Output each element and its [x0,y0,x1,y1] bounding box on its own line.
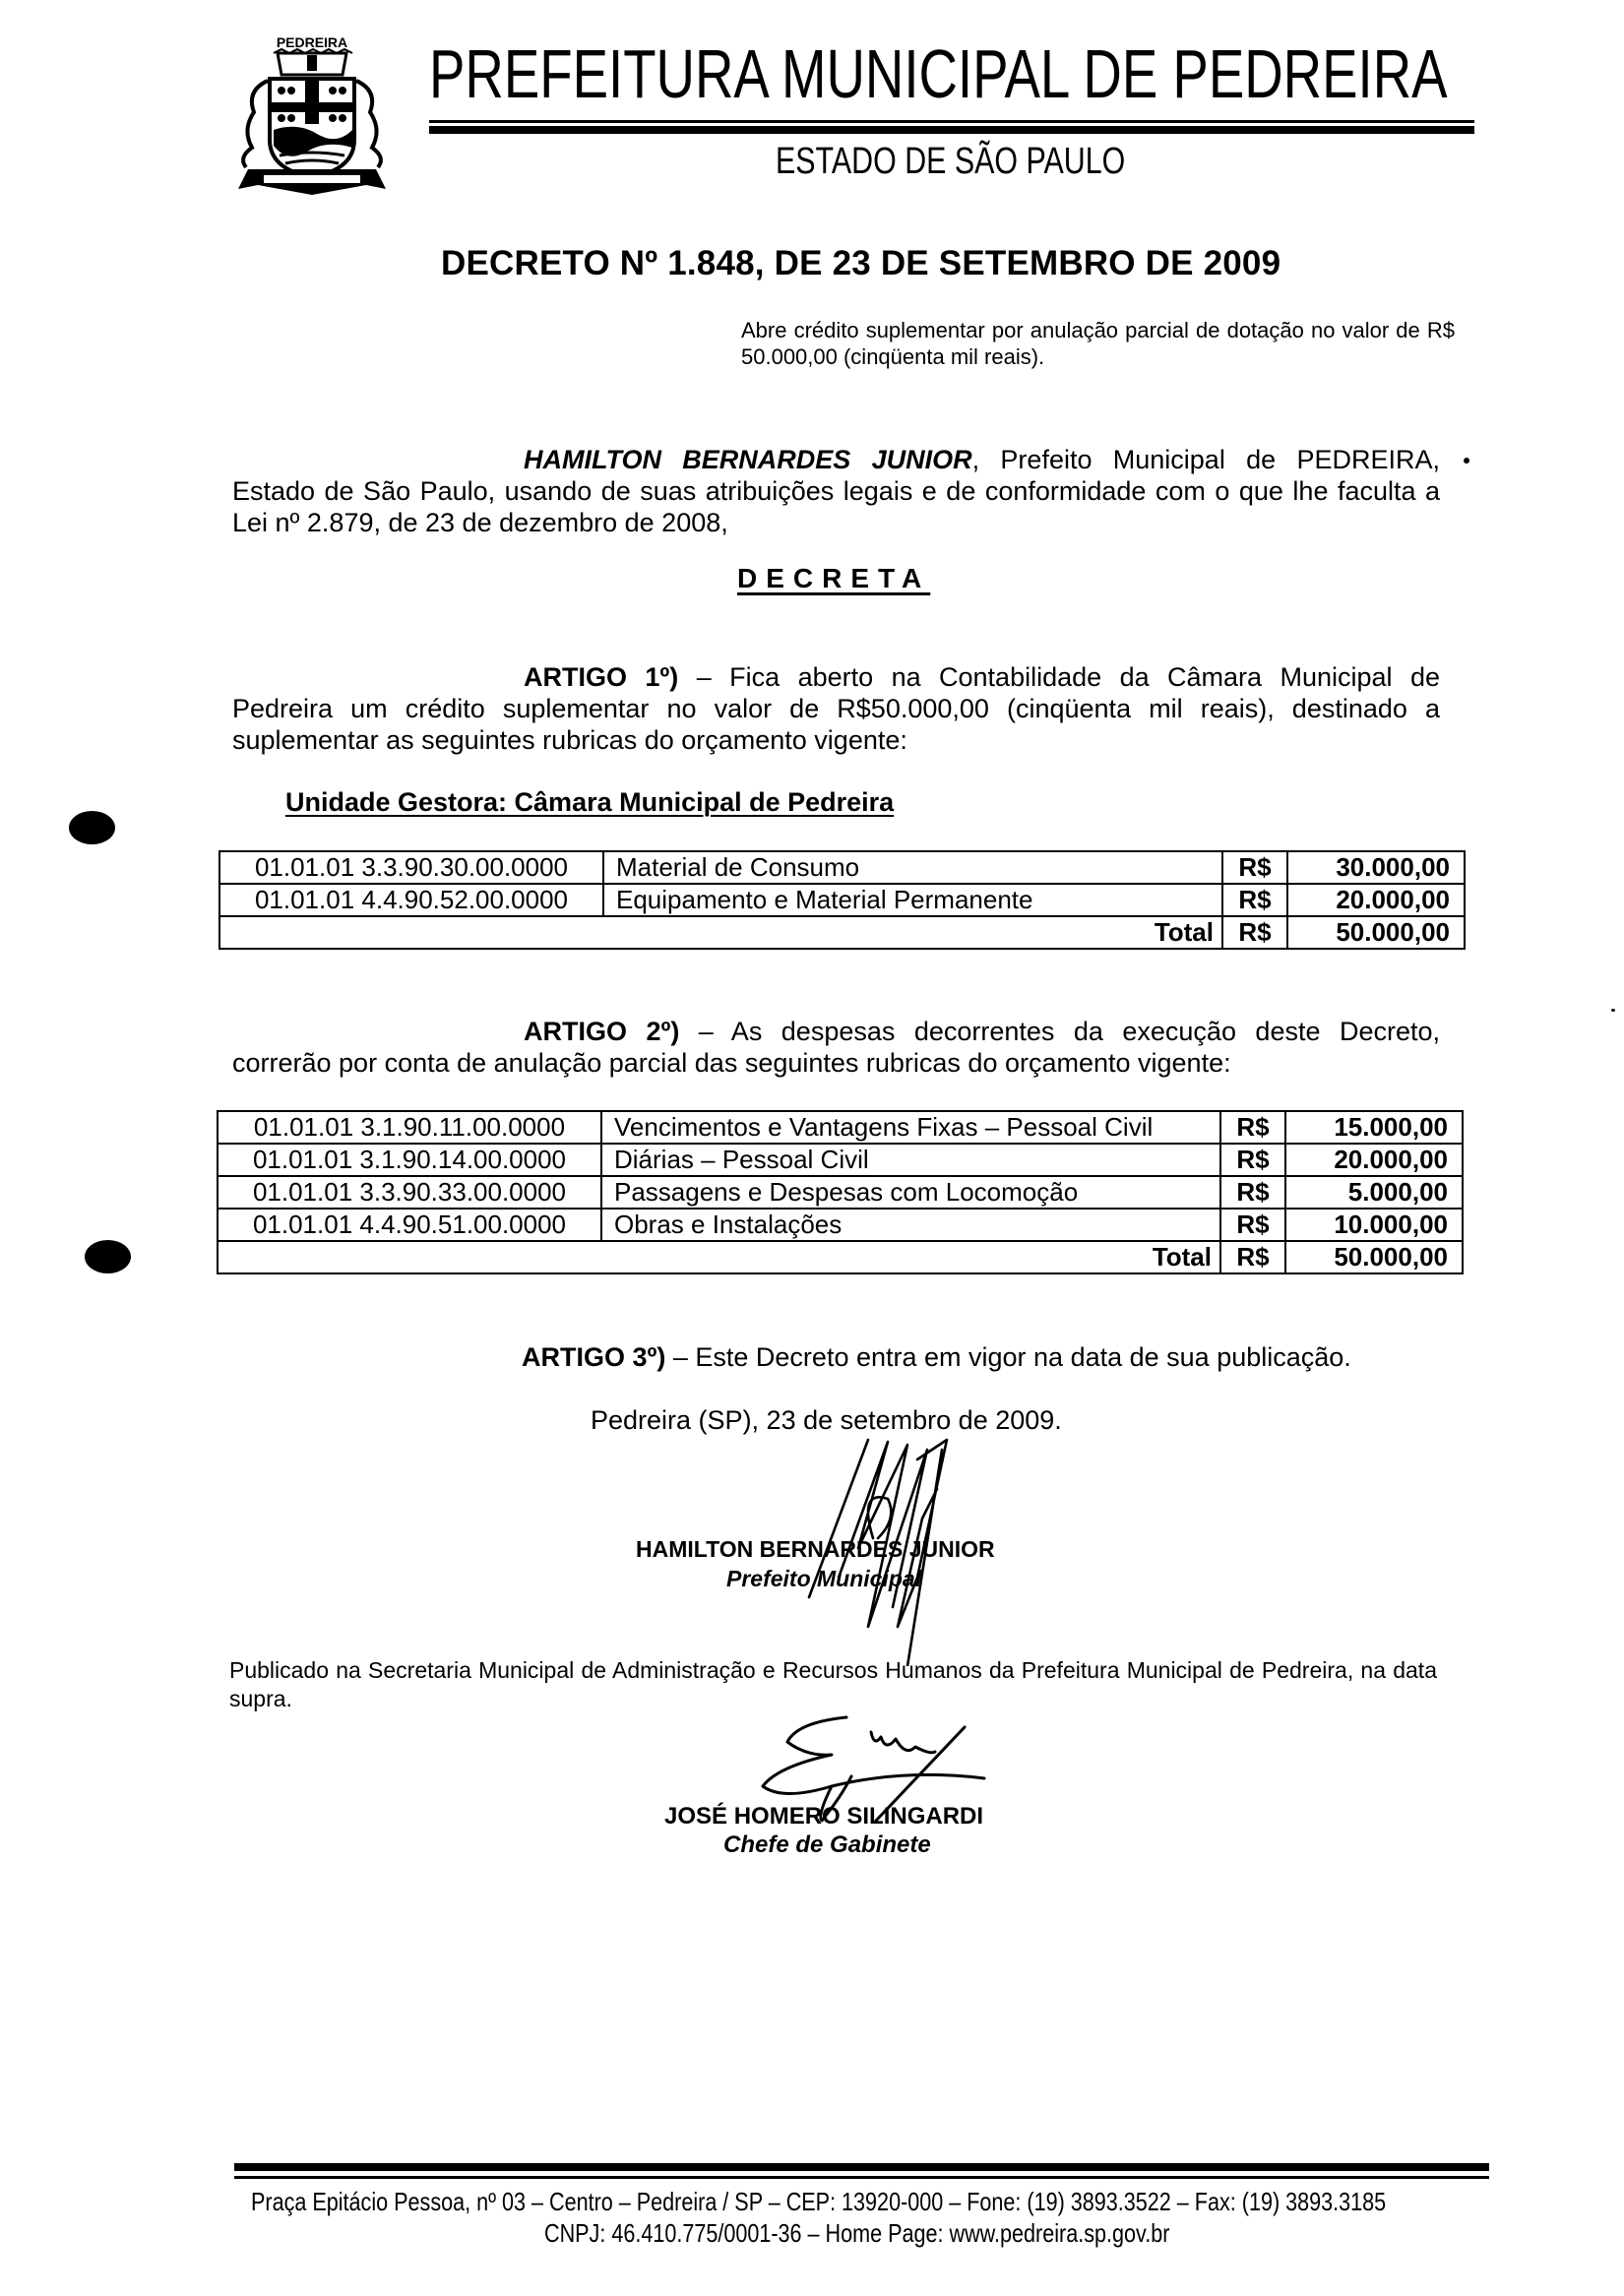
mayor-name: HAMILTON BERNARDES JUNIOR [636,1536,995,1562]
table-row [219,884,1465,916]
scan-speck [1464,458,1469,464]
currency: R$ [1220,1209,1285,1241]
total-label: Total [219,916,1222,949]
preamble-text: , Prefeito Municipal de PEDREIRA, Estado de São Paulo, usando de suas atribuições legais e de conformidade com o que lhe faculta a Lei nº 2.879, de 23 de dezembro de 2008, [232,445,1440,537]
currency: R$ [1220,1176,1285,1209]
account-description: Vencimentos e Vantagens Fixas – Pessoal Civil [601,1111,1220,1144]
place-date: Pedreira (SP), 23 de setembro de 2009. [591,1405,1062,1435]
table-row [218,1176,1463,1209]
mayor-signature-icon [799,1430,967,1666]
amount: 30.000,00 [1287,851,1465,884]
header-rule-thin [429,120,1474,123]
preamble-paragraph [232,444,1440,538]
account-code: 01.01.01 4.4.90.51.00.0000 [218,1209,601,1241]
chief-name: JOSÉ HOMERO SILINGARDI [664,1803,984,1830]
punch-hole [85,1240,131,1273]
table-row [218,1111,1463,1144]
municipality-title: PREFEITURA MUNICIPAL DE PEDREIRA [429,35,1448,112]
municipal-crest [228,31,396,199]
account-description: Diárias – Pessoal Civil [601,1144,1220,1176]
total-amount: 50.000,00 [1287,916,1465,949]
preamble-name: HAMILTON BERNARDES JUNIOR [524,445,972,474]
amount: 10.000,00 [1285,1209,1463,1241]
footer-rule-thick [234,2163,1489,2171]
article-2-label: ARTIGO 2º) [524,1017,680,1046]
table-row [218,1209,1463,1241]
article-2-text: – As despesas decorrentes da execução deste Decreto, correrão por conta de anulação parcial das seguintes rubricas do orçamento vigente: [232,1017,1440,1078]
scan-speck [1611,1009,1615,1012]
supplement-table [219,850,1466,950]
managing-unit-heading: Unidade Gestora: Câmara Municipal de Pedreira [285,787,895,817]
currency: R$ [1222,851,1287,884]
account-description: Obras e Instalações [601,1209,1220,1241]
amount: 20.000,00 [1287,884,1465,916]
amount: 15.000,00 [1285,1111,1463,1144]
currency: R$ [1222,916,1287,949]
article-1-label: ARTIGO 1º) [524,662,679,692]
decree-summary: Abre crédito suplementar por anulação parcial de dotação no valor de R$ 50.000,00 (cinqüenta mil reais). [741,318,1455,369]
article-3-label: ARTIGO 3º) [522,1342,666,1372]
account-code: 01.01.01 4.4.90.52.00.0000 [219,884,603,916]
footer-cnpj-homepage: CNPJ: 46.410.775/0001-36 – Home Page: www.pedreira.sp.gov.br [544,2218,1170,2248]
article-1 [232,661,1440,756]
account-description: Equipamento e Material Permanente [603,884,1222,916]
total-amount: 50.000,00 [1285,1241,1463,1273]
currency: R$ [1220,1144,1285,1176]
account-code: 01.01.01 3.1.90.14.00.0000 [218,1144,601,1176]
article-3 [522,1341,1351,1373]
account-description: Passagens e Despesas com Locomoção [601,1176,1220,1209]
annulment-table [217,1110,1464,1274]
total-label: Total [218,1241,1220,1273]
account-code: 01.01.01 3.3.90.33.00.0000 [218,1176,601,1209]
decreta-heading: DECRETA [737,563,931,593]
crest-label: PEDREIRA [276,34,348,50]
currency: R$ [1220,1241,1285,1273]
header-rule-thick [429,126,1474,134]
crest-icon [228,31,396,199]
state-subtitle: ESTADO DE SÃO PAULO [776,141,1126,182]
table-total-row [219,916,1465,949]
publication-note: Publicado na Secretaria Municipal de Administração e Recursos Humanos da Prefeitura Municipal de Pedreira, na data supra. [229,1657,1437,1711]
account-code: 01.01.01 3.3.90.30.00.0000 [219,851,603,884]
article-2 [232,1016,1440,1079]
footer-address: Praça Epitácio Pessoa, nº 03 – Centro – Pedreira / SP – CEP: 13920-000 – Fone: (19) 3893.3522 – Fax: (19) 3893.3185 [251,2187,1387,2216]
table-row [219,851,1465,884]
amount: 20.000,00 [1285,1144,1463,1176]
table-row [218,1144,1463,1176]
punch-hole [69,811,115,844]
table-total-row [218,1241,1463,1273]
chief-role: Chefe de Gabinete [723,1831,931,1858]
decree-title: DECRETO Nº 1.848, DE 23 DE SETEMBRO DE 2009 [441,244,1281,282]
mayor-role: Prefeito Municipal [726,1566,922,1591]
article-3-text: – Este Decreto entra em vigor na data de sua publicação. [665,1342,1351,1372]
amount: 5.000,00 [1285,1176,1463,1209]
account-code: 01.01.01 3.1.90.11.00.0000 [218,1111,601,1144]
article-1-text: – Fica aberto na Contabilidade da Câmara Municipal de Pedreira um crédito suplementar no valor de R$50.000,00 (cinqüenta mil reais), destinado a suplementar as seguintes rubricas do orçamento vigente: [232,662,1440,755]
footer-rule-thin [234,2176,1489,2179]
currency: R$ [1222,884,1287,916]
account-description: Material de Consumo [603,851,1222,884]
currency: R$ [1220,1111,1285,1144]
